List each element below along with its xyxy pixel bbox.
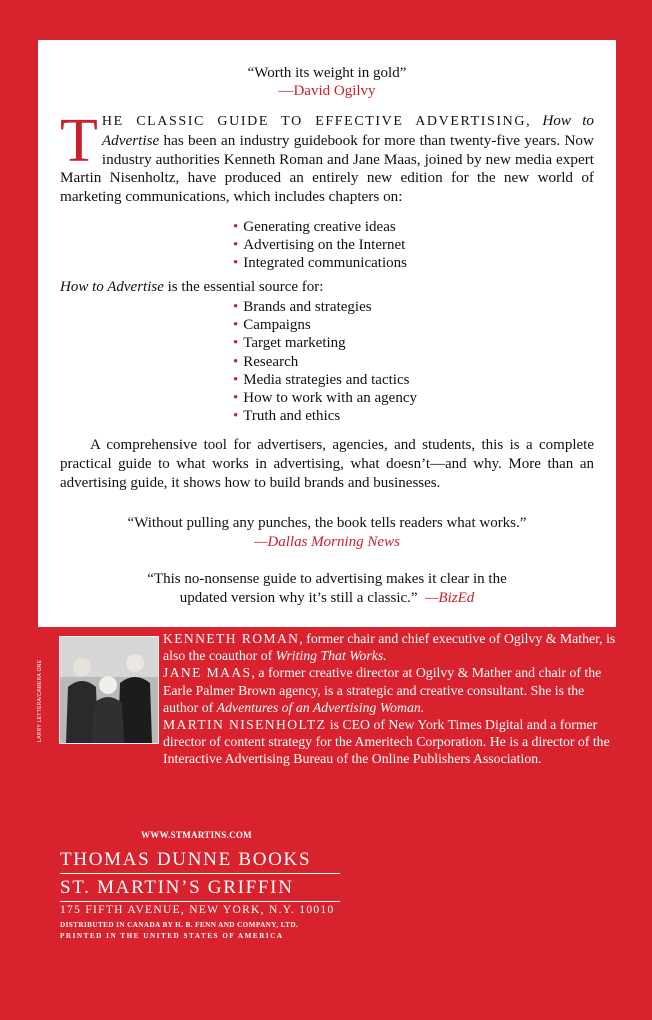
intro-caps: HE CLASSIC GUIDE TO EFFECTIVE ADVERTISING, — [101, 114, 532, 129]
review-quote-text: “Without pulling any punches, the book tells readers what works.” — [127, 515, 527, 531]
review-quote-line2: updated version why it’s still a classic.” — [179, 589, 418, 606]
source-line — [60, 278, 323, 296]
printed-note: PRINTED IN THE UNITED STATES OF AMERICA — [60, 932, 284, 940]
source-text: is the essential source for: — [163, 279, 324, 295]
topic-list — [233, 298, 593, 425]
photo-credit: LARRY LETTERA/CAMERA ONE — [37, 659, 43, 742]
bio-name-nisenholtz: MARTIN NISENHOLTZ — [163, 717, 327, 733]
imprint-thomas-dunne: THOMAS DUNNE BOOKS — [60, 849, 340, 874]
list-item: • Truth and ethics — [233, 407, 593, 425]
bio-text-maas: , a former creative director at Ogilvy & Mather and chair of the Earle Palmer Brown agency, is a strategic and creative consultant. She is the author of — [163, 665, 602, 715]
bio-book-roman: Writing That Works. — [275, 648, 387, 664]
publisher-url[interactable]: WWW.STMARTINS.COM — [141, 830, 252, 840]
back-cover-panel — [38, 40, 616, 627]
list-item: • Advertising on the Internet — [233, 236, 593, 254]
review-quote-bized — [38, 570, 616, 607]
bio-name-roman: KENNETH ROMAN — [163, 631, 300, 646]
list-item: • Target marketing — [233, 334, 593, 352]
intro-paragraph — [60, 107, 595, 207]
distribution-note: DISTRIBUTED IN CANADA BY H. B. FENN AND COMPANY, LTD. — [60, 921, 299, 929]
source-title: How to Advertise — [60, 279, 164, 295]
intro-body: has been an industry guidebook for more than twenty-five years. Now industry authorities Kenneth Roman and Jane Maas, joined by new media expert Martin Nisenholtz, have produced an entirely new edition for the new world of marketing communications, which includes chapters on: — [60, 131, 594, 206]
bio-name-maas: JANE MAAS — [163, 665, 252, 681]
bio-book-maas: Adventures of an Advertising Woman. — [216, 699, 425, 715]
list-item: • Research — [233, 353, 593, 371]
author-bios — [163, 630, 621, 768]
list-item: • Integrated communications — [233, 254, 593, 272]
list-item: • Generating creative ideas — [233, 218, 593, 236]
bio-text-nisenholtz: is CEO of New York Times Digital and a former director of content strategy for the Ameritech Corporation. He is a director of the Interactive Advertising Bureau of the Online Publishers Association. — [163, 717, 610, 767]
top-quote-text: “Worth its weight in gold” — [247, 65, 407, 81]
list-item: • How to work with an agency — [233, 389, 593, 407]
review-quote-line1: “This no-nonsense guide to advertising makes it clear in the — [147, 571, 507, 587]
top-quote-attribution: —David Ogilvy — [278, 83, 376, 99]
bio-text-roman: , former chair and chief executive of Ogilvy & Mather, is also the coauthor of — [163, 631, 616, 664]
author-photo — [59, 636, 159, 744]
publisher-address: 175 FIFTH AVENUE, NEW YORK, N.Y. 10010 — [60, 904, 335, 916]
imprint-st-martins-griffin: ST. MARTIN’S GRIFFIN — [60, 877, 340, 902]
review-quote-attribution: —Dallas Morning News — [254, 533, 400, 550]
top-quote — [38, 64, 616, 100]
list-item: • Brands and strategies — [233, 298, 593, 316]
list-item: • Campaigns — [233, 316, 593, 334]
drop-cap: T — [60, 107, 98, 175]
review-quote-attribution: —BizEd — [425, 589, 475, 606]
summary-paragraph: A comprehensive tool for advertisers, agencies, and students, this is a complete practical guide to what works in advertising, what doesn’t—and why. More than an advertising guide, it shows how to build brands and businesses. — [60, 437, 594, 491]
author-photo-illustration — [60, 637, 158, 743]
chapter-list — [233, 218, 593, 273]
review-quote-dallas — [38, 514, 616, 551]
list-item: • Media strategies and tactics — [233, 371, 593, 389]
book-title: How to Advertise — [101, 112, 595, 149]
